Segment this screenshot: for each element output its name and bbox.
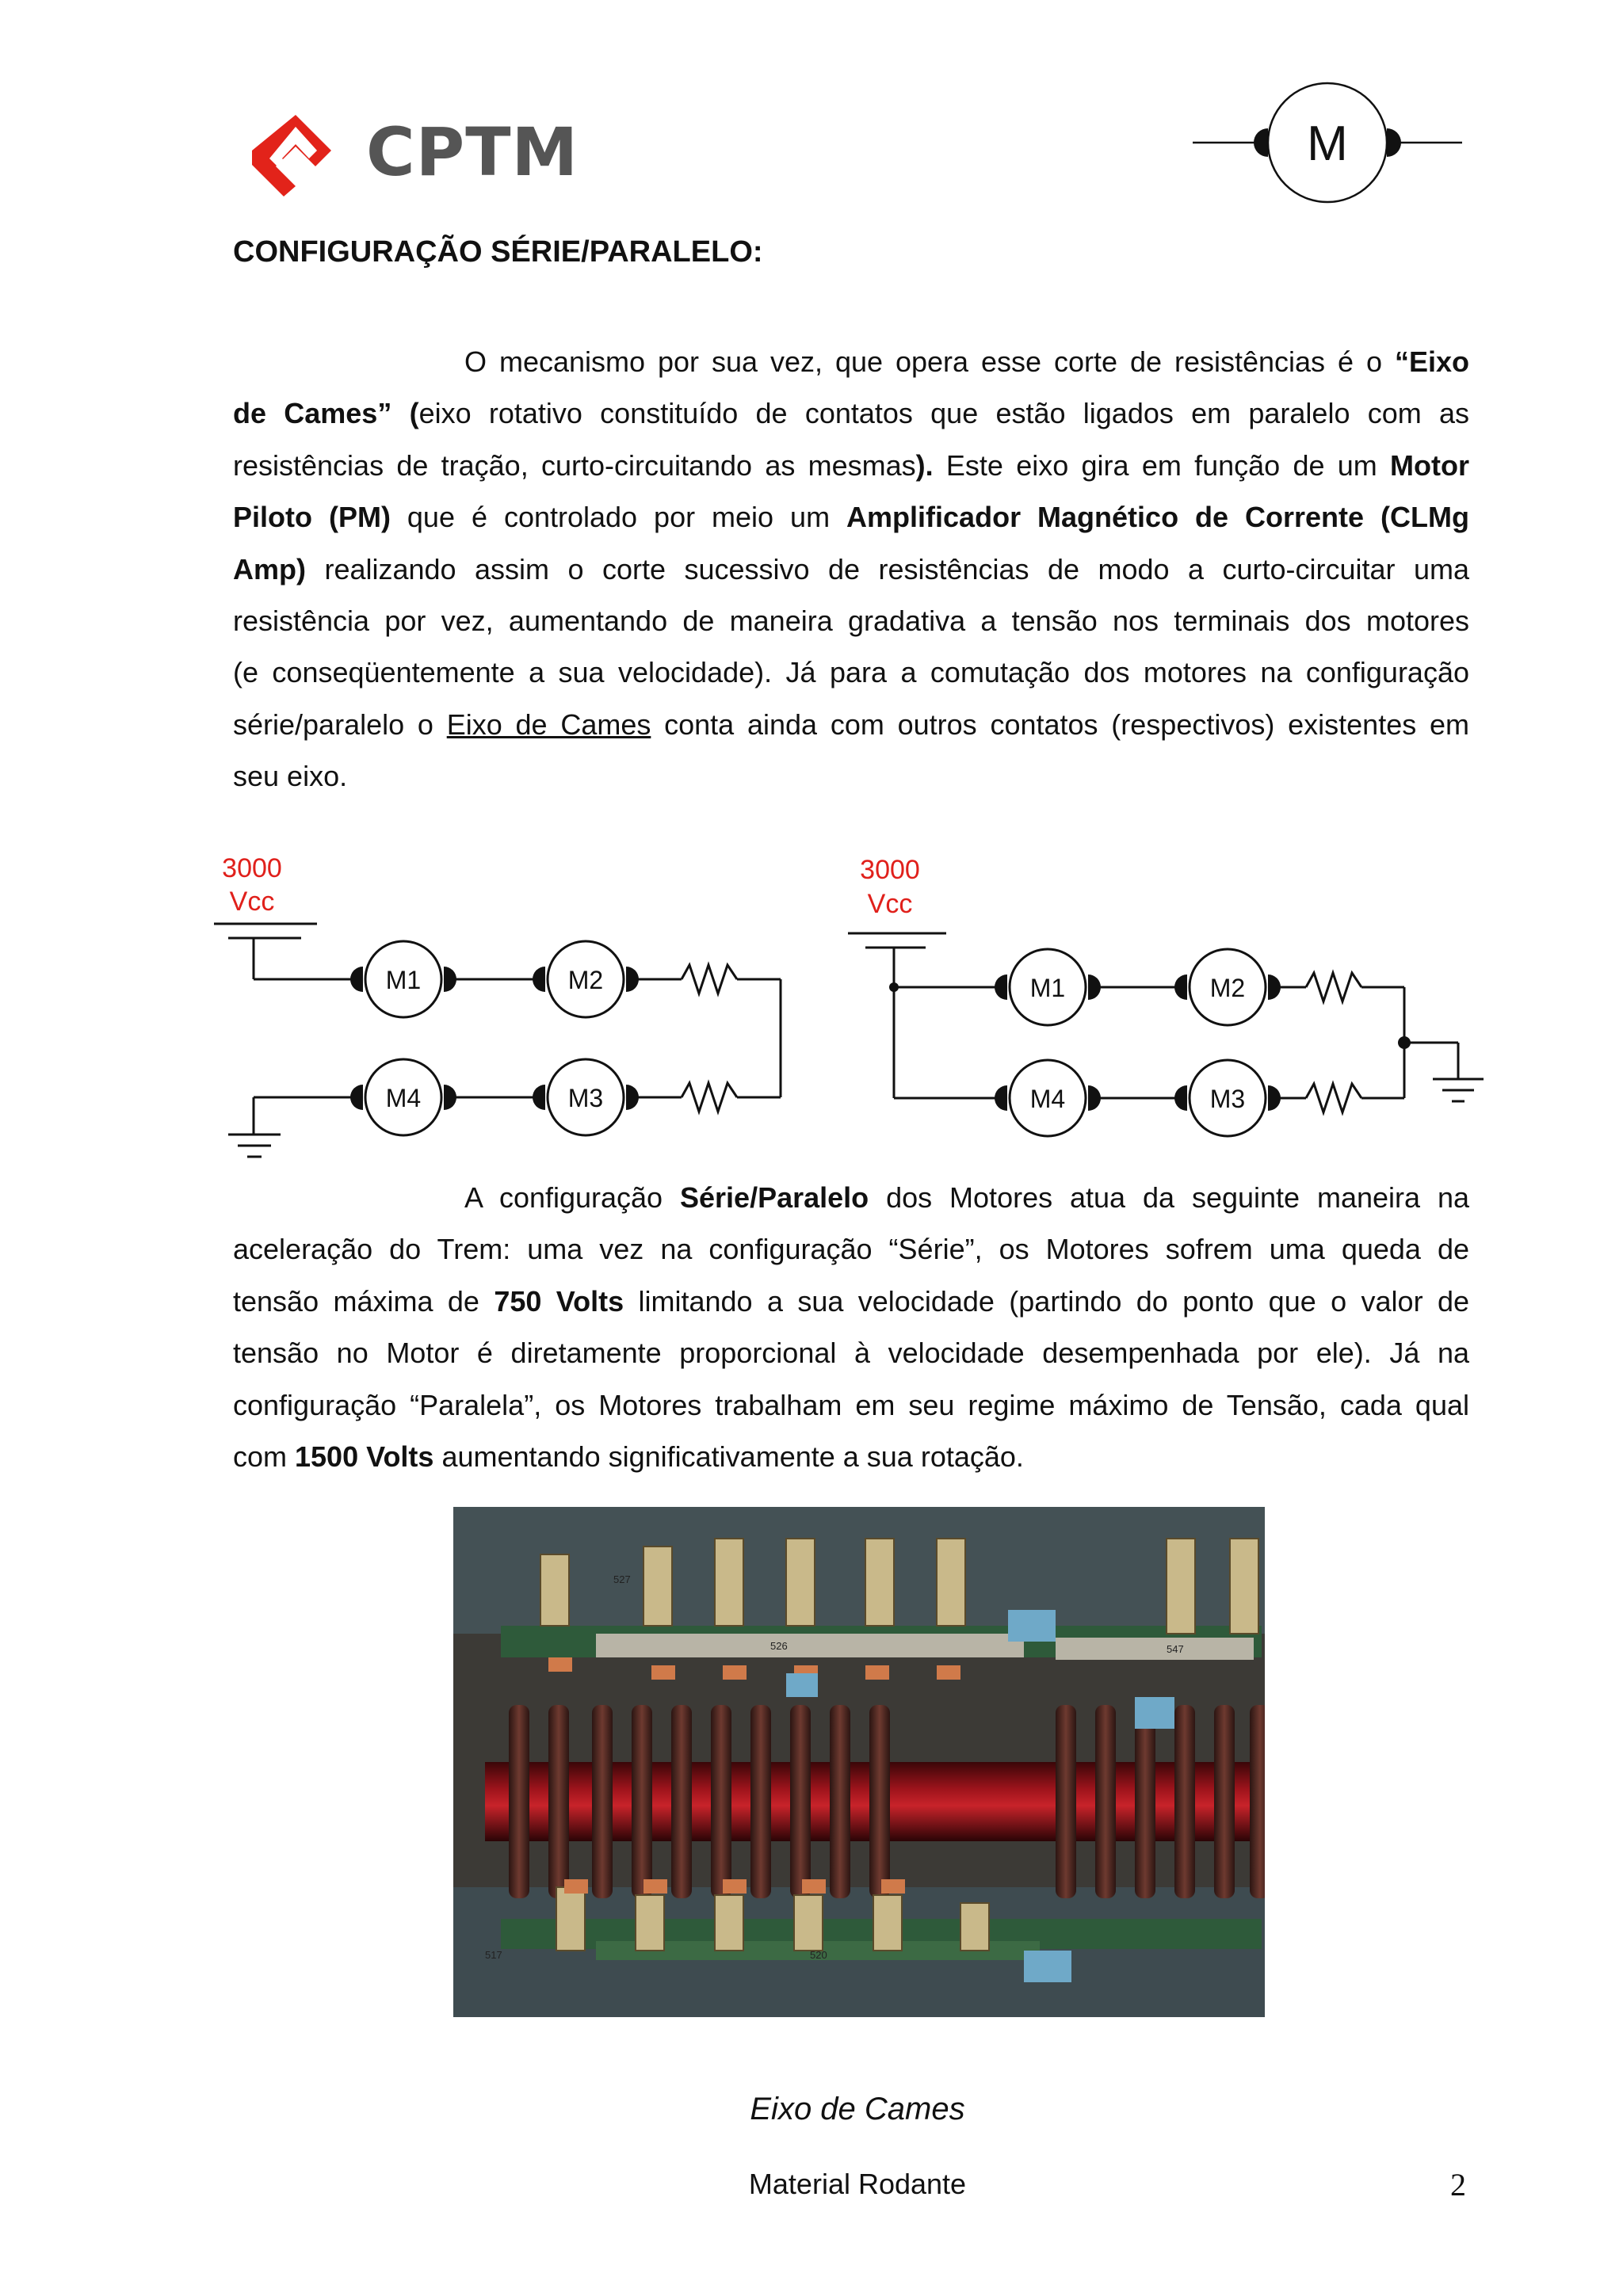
motor-label: M4 xyxy=(1029,1085,1066,1113)
photo-label: 547 xyxy=(1167,1643,1184,1655)
text-line: seu eixo. xyxy=(233,760,348,793)
photo-caption: Eixo de Cames xyxy=(750,2092,965,2126)
text-line: Piloto (PM) que é controlado por meio um Amplificador Magnético de Corrente (CLMg xyxy=(233,501,1469,534)
motor-symbol-letter: M xyxy=(1307,116,1348,171)
cam-disc xyxy=(750,1705,771,1898)
motor-label: M4 xyxy=(385,1084,422,1112)
motor-label: M2 xyxy=(1209,974,1246,1002)
motor-m1 xyxy=(995,949,1101,1025)
cam-disc xyxy=(671,1705,692,1898)
motor-m4 xyxy=(350,1059,456,1135)
series-circuit-diagram xyxy=(214,840,800,1173)
text-line: A configuração Série/Paralelo dos Motores atua da seguinte maneira na xyxy=(464,1181,1470,1214)
cam-disc xyxy=(1056,1705,1076,1898)
text-line: (e conseqüentemente a sua velocidade). Já para a comutação dos motores na configuração xyxy=(233,656,1469,689)
cam-disc xyxy=(830,1705,850,1898)
text-line: tensão no Motor é diretamente proporcional à velocidade desempenhada por ele). Já na xyxy=(233,1337,1469,1370)
logo-wordmark: CPTM xyxy=(366,113,579,191)
cam-disc xyxy=(1214,1705,1235,1898)
text-line: série/paralelo o Eixo de Cames conta ainda com outros contatos (respectivos) existentes em xyxy=(233,707,1470,741)
voltage-value: 3000 xyxy=(860,855,920,885)
motor-m2 xyxy=(533,941,639,1017)
text-line: de Cames” (eixo rotativo constituído de contatos que estão ligados em paralelo com as xyxy=(233,397,1469,430)
motor-label: M1 xyxy=(385,966,422,994)
parallel-circuit-diagram xyxy=(832,848,1490,1165)
cam-shaft-photo xyxy=(453,1507,1265,2017)
voltage-value: 3000 xyxy=(222,853,282,883)
text-line: configuração “Paralela”, os Motores trabalham em seu regime máximo de Tensão, cada qual xyxy=(233,1388,1469,1421)
motor-m1 xyxy=(350,941,456,1017)
text-line: com 1500 Volts aumentando significativamente a sua rotação. xyxy=(233,1440,1024,1473)
cam-disc xyxy=(1250,1705,1265,1898)
cam-disc xyxy=(790,1705,811,1898)
text-line: resistências de tração, curto-circuitando as mesmas). Este eixo gira em função de um Motor xyxy=(233,448,1469,482)
motor-m3 xyxy=(533,1059,639,1135)
text-line: aceleração do Trem: uma vez na configuração “Série”, os Motores sofrem uma queda de xyxy=(233,1233,1469,1266)
motor-m2 xyxy=(1174,949,1281,1025)
voltage-unit: Vcc xyxy=(229,887,275,917)
text-line: tensão máxima de 750 Volts limitando a sua velocidade (partindo do ponto que o valor de xyxy=(233,1284,1469,1318)
motor-m4 xyxy=(995,1060,1101,1136)
paragraph-eixo-de-cames xyxy=(233,336,1469,803)
cam-disc xyxy=(1135,1705,1155,1898)
section-heading: CONFIGURAÇÃO SÉRIE/PARALELO: xyxy=(233,235,763,269)
motor-label: M1 xyxy=(1029,974,1066,1002)
cam-disc xyxy=(509,1705,529,1898)
photo-label: 517 xyxy=(485,1949,502,1961)
cam-disc xyxy=(1174,1705,1195,1898)
cam-disc xyxy=(548,1705,569,1898)
photo-label: 527 xyxy=(613,1573,631,1585)
cam-disc xyxy=(632,1705,652,1898)
motor-symbol-icon xyxy=(1189,79,1466,206)
voltage-unit: Vcc xyxy=(867,889,913,919)
motor-label: M2 xyxy=(567,966,604,994)
motor-m3 xyxy=(1174,1060,1281,1136)
text-line: resistência por vez, aumentando de maneira gradativa a tensão nos terminais dos motores xyxy=(233,604,1469,637)
page-footer: Material Rodante xyxy=(748,2168,967,2200)
cam-disc xyxy=(711,1705,731,1898)
motor-label: M3 xyxy=(567,1084,604,1112)
cam-disc xyxy=(1095,1705,1116,1898)
photo-label: 526 xyxy=(770,1640,788,1652)
cam-disc xyxy=(869,1705,890,1898)
photo-label: 520 xyxy=(810,1949,827,1961)
cam-disc xyxy=(592,1705,613,1898)
motor-label: M3 xyxy=(1209,1085,1246,1113)
text-line: O mecanismo por sua vez, que opera esse corte de resistências é o “Eixo xyxy=(464,345,1469,378)
text-line: Amp) realizando assim o corte sucessivo de resistências de modo a curto-circuitar uma xyxy=(233,552,1469,585)
page-number: 2 xyxy=(1450,2167,1466,2203)
paragraph-serie-paralelo xyxy=(233,1172,1469,1482)
